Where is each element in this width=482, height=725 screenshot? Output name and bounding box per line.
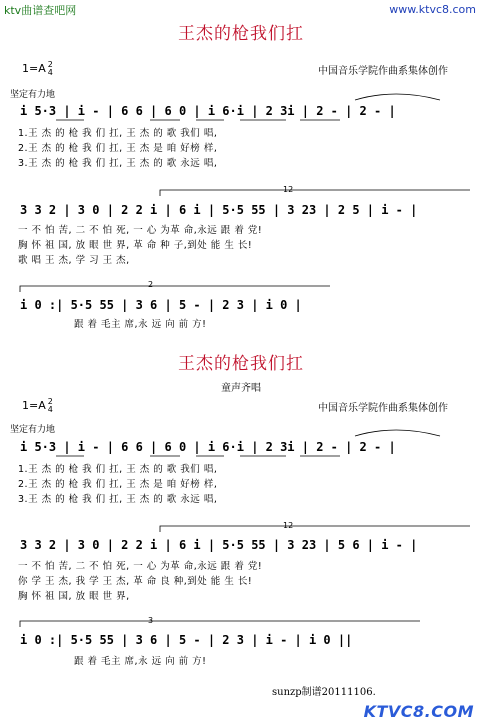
score-1-row-2-verse-3: 歌 唱 王 杰, 学 习 王 杰,	[18, 255, 130, 266]
score-2-row-1-verse-2: 2.王 杰 的 枪 我 们 扛, 王 杰 是 咱 好榜 样,	[18, 479, 218, 490]
time-top: 2	[47, 60, 53, 69]
score-1-row-2-verse-2: 胸 怀 祖 国, 放 眼 世 界, 革 命 种 子,到处 能 生 长!	[18, 240, 253, 251]
score-2-row-3-notes: i 0 :| 5·5 55 | 3 6 | 5 - | 2 3 | i - | i 0 ||	[20, 633, 353, 647]
score-2-subtitle: 童声齐唱	[221, 383, 261, 394]
score-2-row-2-verse-3: 胸 怀 祖 国, 放 眼 世 界,	[18, 591, 130, 602]
time-bottom: 4	[47, 405, 53, 414]
score-2-volta-3: 3	[148, 616, 154, 625]
score-1-row-2-verse-1: 一 不 怕 苦, 二 不 怕 死, 一 心 为革 命,永远 跟 着 党!	[18, 225, 263, 236]
key-signature: 1=A	[22, 399, 46, 412]
score-2-row-2-verse-1: 一 不 怕 苦, 二 不 怕 死, 一 心 为革 命,永远 跟 着 党!	[18, 561, 263, 572]
score-2-row-1-verse-3: 3.王 杰 的 枪 我 们 扛, 王 杰 的 歌 永远 唱,	[18, 494, 218, 505]
tie-arc	[355, 430, 440, 436]
volta-bracket	[20, 621, 420, 627]
volta-bracket	[20, 286, 330, 292]
time-top: 2	[47, 397, 53, 406]
score-1-title: 王杰的枪我们扛	[178, 24, 304, 44]
score-2-row-1-verse-1: 1.王 杰 的 枪 我 们 扛, 王 杰 的 歌 我们 唱,	[18, 464, 218, 475]
score-2-title: 王杰的枪我们扛	[178, 354, 304, 374]
time-bottom: 4	[47, 68, 53, 77]
volta-bracket	[160, 190, 470, 196]
score-1-tempo: 坚定有力地	[10, 90, 56, 100]
score-1-volta-2: 2	[148, 280, 154, 289]
score-2-tempo: 坚定有力地	[10, 425, 56, 435]
score-1-composer: 中国音乐学院作曲系集体创作	[318, 66, 448, 77]
score-1-row-1-verse-3: 3.王 杰 的 枪 我 们 扛, 王 杰 的 歌 永远 唱,	[18, 158, 218, 169]
score-2-row-3-lyric: 跟 着 毛主 席,永 远 向 前 方!	[74, 656, 207, 667]
score-1-row-3-lyric: 跟 着 毛主 席,永 远 向 前 方!	[74, 319, 207, 330]
score-1-row-1-verse-2: 2.王 杰 的 枪 我 们 扛, 王 杰 是 咱 好榜 样,	[18, 143, 218, 154]
site-name-left: ktv曲谱查吧网	[4, 4, 77, 17]
score-1-row-2-notes: 3 3 2 | 3 0 | 2 2 i | 6 i | 5·5 55 | 3 23 | 2 5 | i - |	[20, 203, 418, 217]
transcriber-credit: sunzp制谱20111106.	[272, 687, 376, 698]
brand-logo: KTVC8.COM	[363, 702, 474, 721]
score-2-volta-12: 12	[283, 521, 294, 530]
key-signature: 1=A	[22, 62, 46, 75]
site-url-right: www.ktvc8.com	[389, 3, 476, 16]
score-1-row-1-verse-1: 1.王 杰 的 枪 我 们 扛, 王 杰 的 歌 我们 唱,	[18, 128, 218, 139]
score-2-row-2-verse-2: 你 学 王 杰, 我 学 王 杰, 革 命 良 种,到处 能 生 长!	[18, 576, 253, 587]
score-2-composer: 中国音乐学院作曲系集体创作	[318, 403, 448, 414]
score-1-volta-12: 12	[283, 185, 294, 194]
score-1-row-3-notes: i 0 :| 5·5 55 | 3 6 | 5 - | 2 3 | i 0 |	[20, 298, 302, 312]
score-1-row-1-notes: i 5·3 | i - | 6 6 | 6 0 | i 6·i | 2 3i | 2 - | 2 - |	[20, 104, 396, 118]
tie-arc	[355, 94, 440, 100]
volta-bracket	[160, 526, 470, 532]
score-2-row-1-notes: i 5·3 | i - | 6 6 | 6 0 | i 6·i | 2 3i | 2 - | 2 - |	[20, 440, 396, 454]
beam-lines	[56, 120, 340, 456]
score-2-row-2-notes: 3 3 2 | 3 0 | 2 2 i | 6 i | 5·5 55 | 3 23 | 5 6 | i - |	[20, 538, 418, 552]
